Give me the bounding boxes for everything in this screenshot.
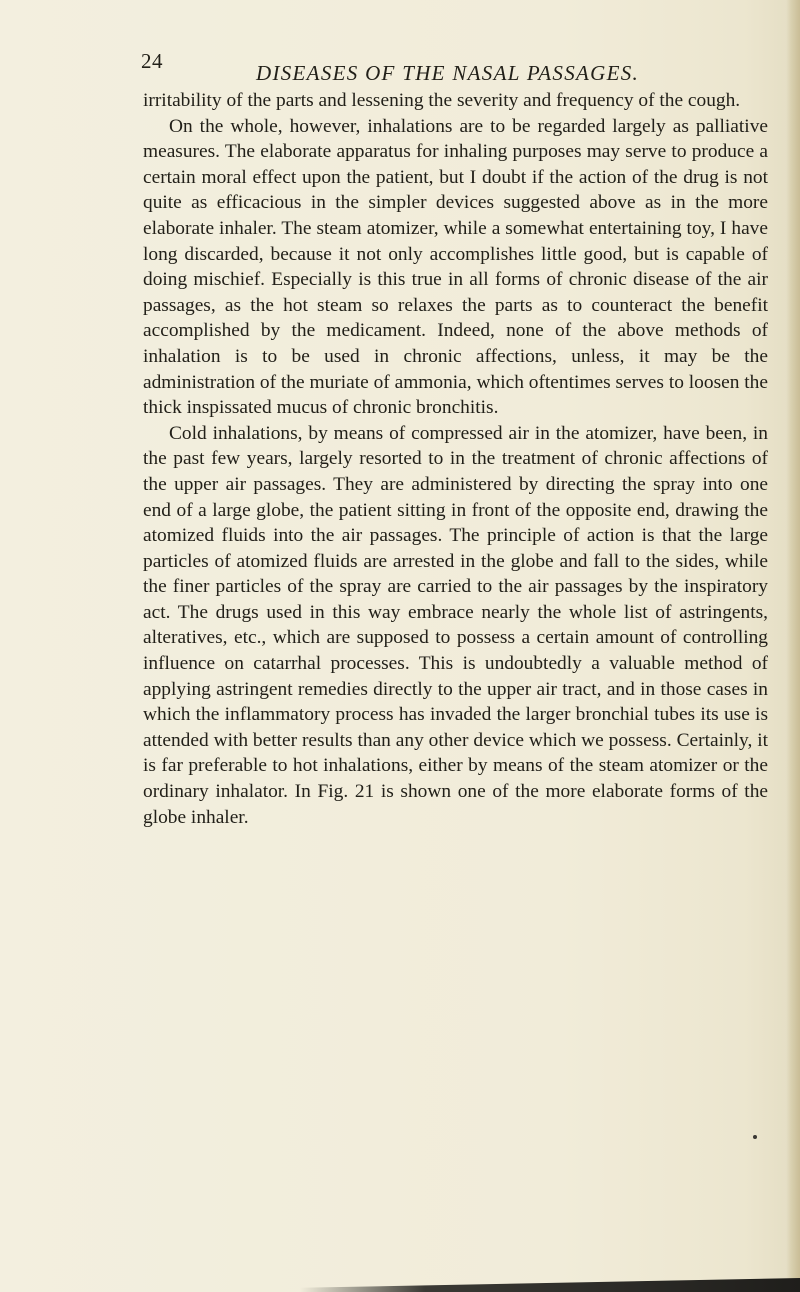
ink-speck — [753, 1135, 757, 1139]
running-head: DISEASES OF THE NASAL PASSAGES. — [256, 61, 640, 85]
body-text — [143, 88, 768, 830]
scan-shadow — [300, 1278, 800, 1292]
page-number: 24 — [141, 49, 163, 73]
paragraph-cold-inhalations: Cold inhalations, by means of compressed air in the atomizer, have been, in the past few years, largely resorted to in the treatment of chronic affections of the upper air passages. They are administered by directing the spray into one end of a large globe, the patient sitting in front of the opposite end, drawing the atomized fluids into the air passages. The principle of action is that the large particles of atomized fluids are arrested in the globe and fall to the sides, while the finer particles of the spray are carried to the air passages by the inspiratory act. The drugs used in this way embrace nearly the whole list of astringents, alteratives, etc., which are supposed to possess a certain amount of controlling influence on catarrhal processes. This is undoubtedly a valuable method of applying astringent remedies directly to the upper air tract, and in those cases in which the inflammatory process has invaded the larger bronchial tubes its use is attended with better results than any other device which we possess. Certainly, it is far preferable to hot inhalations, either by means of the steam atomizer or the ordinary inhalator. In Fig. 21 is shown one of the more elaborate forms of the globe inhaler. — [143, 422, 768, 828]
page-edge-shadow — [786, 0, 800, 1292]
paragraph-continuation: irritability of the parts and lessening the severity and frequency of the cough. — [143, 90, 741, 111]
paragraph-inhalations-palliative: On the whole, however, inhalations are to be regarded largely as palliative measures. The elaborate apparatus for inhaling purposes may serve to produce a certain moral effect upon the patient, but I doubt if the action of the drug is not quite as efficacious in the simpler devices suggested above as in the more elaborate inhaler. The steam atomizer, while a somewhat entertaining toy, I have long discarded, because it not only accomplishes little good, but is capable of doing mischief. Especially is this true in all forms of chronic disease of the air passages, as the hot steam so relaxes the parts as to counteract the benefit accomplished by the medicament. Indeed, none of the above methods of inhalation is to be used in chronic affections, unless, it may be the administration of the muriate of ammonia, which oftentimes serves to loosen the thick inspissated mucus of chronic bronchitis. — [143, 115, 768, 419]
